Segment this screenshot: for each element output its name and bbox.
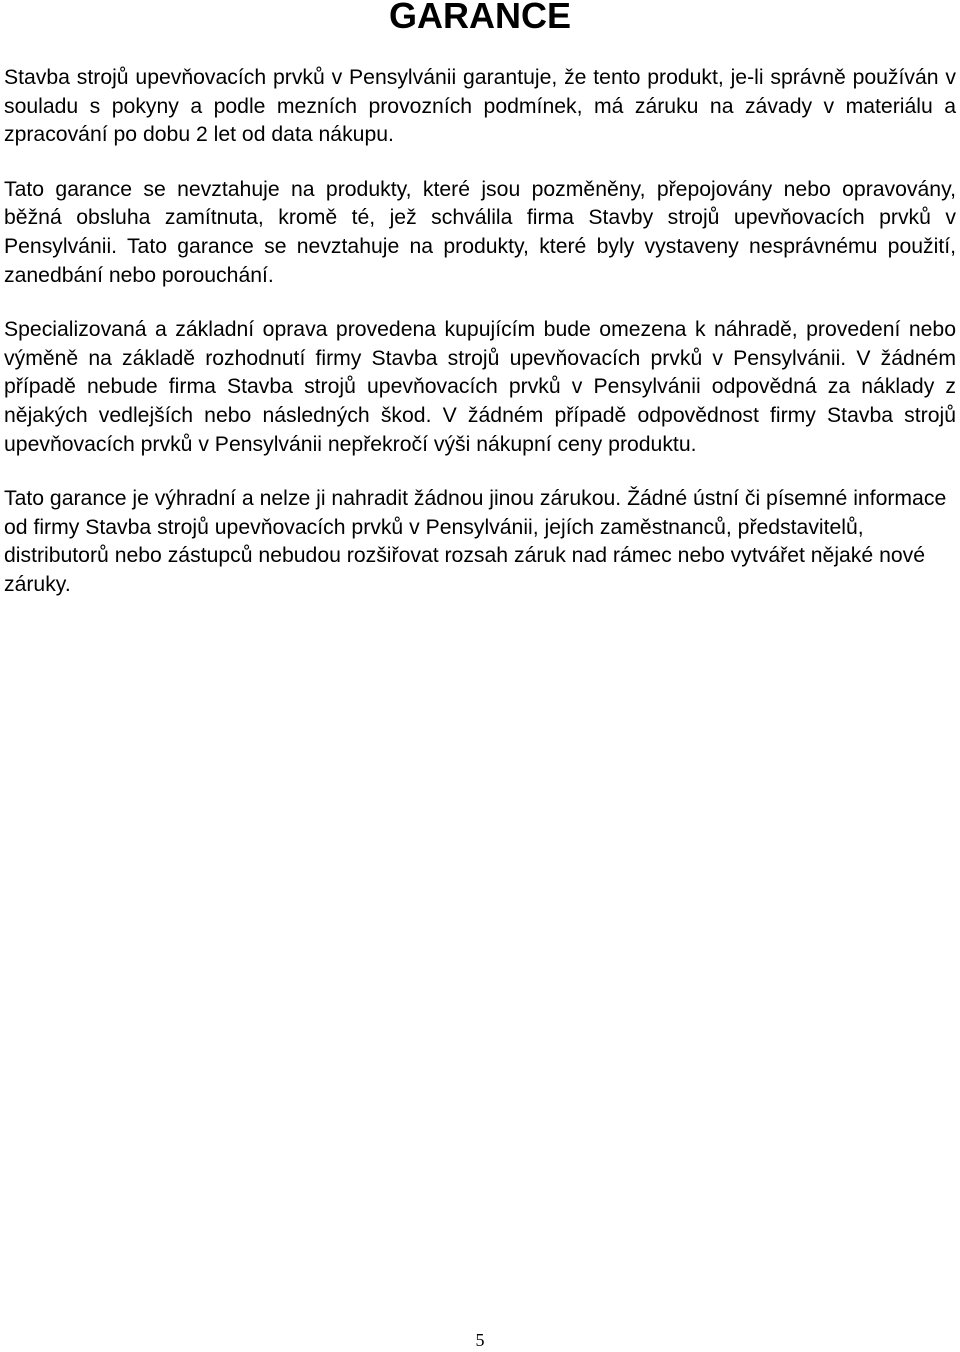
page-number: 5 [475,1330,485,1350]
paragraph-repair-liability: Specializovaná a základní oprava provedena kupujícím bude omezena k náhradě, provedení nebo výměně na základě rozhodnutí firmy Stavba strojů upevňovacích prvků v Pensylvánii. V žádném případě nebude firma Stavba strojů upevňovacích prvků v Pensylvánii odpovědná za náklady z nějakých vedlejších nebo následných škod. V žádném případě odpovědnost firmy Stavba strojů upevňovacích prvků v Pensylvánii nepřekročí výši nákupní ceny produktu. [4,318,956,456]
paragraph-warranty-terms: Stavba strojů upevňovacích prvků v Pensylvánii garantuje, že tento produkt, je-li správně používán v souladu s pokyny a podle mezních provozních podmínek, má záruku na závady v materiálu a zpracování po dobu 2 let od data nákupu. [4,66,956,147]
document-body [4,64,956,626]
paragraph-exclusivity: Tato garance je výhradní a nelze ji nahradit žádnou jinou zárukou. Žádné ústní či písemné informace od firmy Stavba strojů upevňovacích prvků v Pensylvánii, jejích zaměstnanců, představitelů, distributorů nebo zástupců nebudou rozšiřovat rozsah záruk nad rámec nebo vytvářet nějaké nové záruky. [4,487,947,596]
paragraph-exclusions: Tato garance se nevztahuje na produkty, které jsou pozměněny, přepojovány nebo opravovány, běžná obsluha zamítnuta, kromě té, jež schválila firma Stavby strojů upevňovacích prvků v Pensylvánii. Tato garance se nevztahuje na produkty, které byly vystaveny nesprávnému použití, zanedbání nebo porouchání. [4,177,956,287]
page-title: GARANCE [388,0,571,36]
